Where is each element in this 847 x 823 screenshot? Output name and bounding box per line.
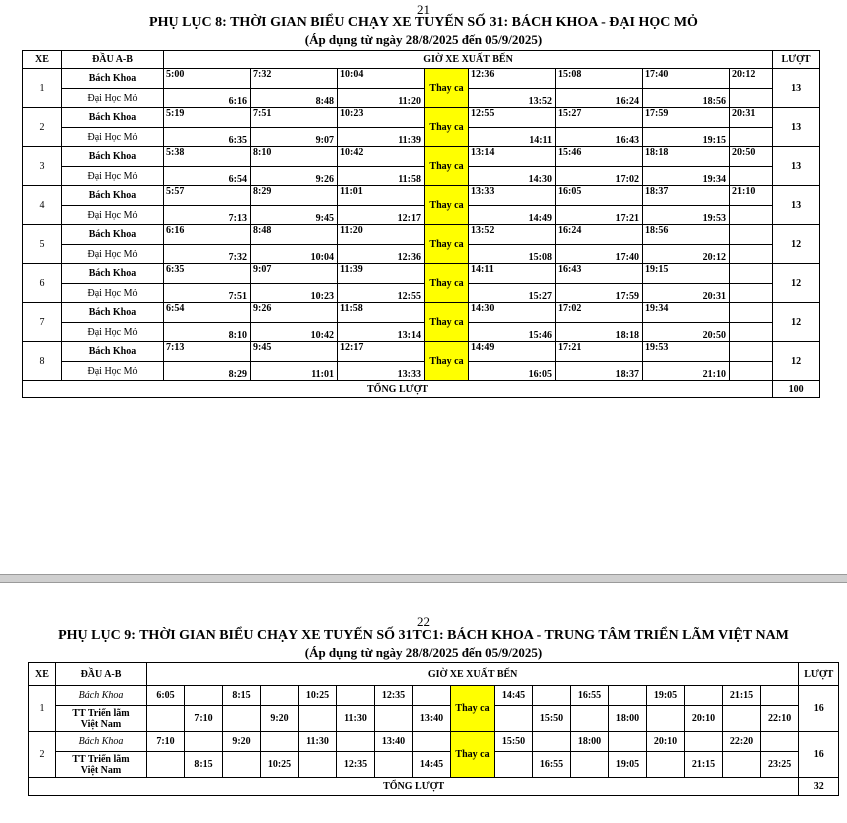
departure-time-b: 18:00: [609, 706, 647, 732]
table-row: [23, 89, 820, 108]
departure-time-a: 9:26: [251, 303, 338, 323]
departure-time-b: 14:11: [469, 128, 556, 147]
station-b: [56, 752, 147, 778]
table-row: [23, 167, 820, 186]
departure-time-b: 11:01: [251, 362, 338, 381]
empty-cell: [609, 686, 647, 706]
departure-time-b: 9:45: [251, 206, 338, 225]
departure-time-b: 17:21: [556, 206, 643, 225]
departure-time-a: 8:48: [251, 225, 338, 245]
table-row: [23, 264, 820, 284]
empty-cell: [533, 686, 571, 706]
departure-time-a: 22:20: [723, 732, 761, 752]
header-ends: ĐẦU A-B: [62, 51, 164, 69]
departure-time-a: 13:52: [469, 225, 556, 245]
empty-cell: [337, 732, 375, 752]
departure-time-a: 12:17: [338, 342, 425, 362]
total-row: [23, 381, 820, 398]
bus-number: 1: [23, 69, 62, 108]
total-label: TỔNG LƯỢT: [23, 381, 773, 398]
departure-time-b: 16:05: [469, 362, 556, 381]
departure-time-a: 17:59: [643, 108, 730, 128]
departure-time-a: 7:13: [164, 342, 251, 362]
empty-cell: [730, 323, 773, 342]
shift-change-cell: Thay ca: [425, 264, 469, 303]
departure-time-b: 6:35: [164, 128, 251, 147]
departure-time-b: 6:16: [164, 89, 251, 108]
empty-cell: [375, 706, 413, 732]
bus-number: 2: [23, 108, 62, 147]
departure-time-a: 16:43: [556, 264, 643, 284]
departure-time-a: 13:33: [469, 186, 556, 206]
schedule-table-route-31tc1: [28, 662, 839, 796]
station-a: Bách Khoa: [62, 69, 164, 89]
departure-time-a: 9:07: [251, 264, 338, 284]
empty-cell: [223, 706, 261, 732]
trip-count: 16: [799, 686, 839, 732]
departure-time-a: 5:00: [164, 69, 251, 89]
departure-time-b: 19:53: [643, 206, 730, 225]
departure-time-b: 9:07: [251, 128, 338, 147]
departure-time-a: 10:25: [299, 686, 337, 706]
departure-time-a: 19:53: [643, 342, 730, 362]
table-row: [29, 752, 839, 778]
header-xe: XE: [29, 663, 56, 686]
departure-time-a: 6:05: [147, 686, 185, 706]
empty-cell: [730, 362, 773, 381]
trip-count: 13: [773, 108, 820, 147]
departure-time-b: 15:27: [469, 284, 556, 303]
empty-cell: [299, 752, 337, 778]
departure-time-b: 22:10: [761, 706, 799, 732]
table-row: [23, 128, 820, 147]
departure-time-extra: 20:12: [730, 69, 773, 89]
departure-time-b: 17:02: [556, 167, 643, 186]
table-row: [29, 706, 839, 732]
departure-time-a: 15:08: [556, 69, 643, 89]
departure-time-extra: [730, 303, 773, 323]
departure-time-b: 13:40: [413, 706, 451, 732]
empty-cell: [761, 686, 799, 706]
empty-cell: [730, 206, 773, 225]
table-row: [29, 686, 839, 706]
bus-number: 6: [23, 264, 62, 303]
trip-count: 12: [773, 303, 820, 342]
empty-cell: [647, 706, 685, 732]
departure-time-a: 9:45: [251, 342, 338, 362]
station-b-line1: TT Triển lãm: [72, 707, 130, 719]
departure-time-b: 12:36: [338, 245, 425, 264]
empty-cell: [413, 686, 451, 706]
trip-count: 13: [773, 69, 820, 108]
departure-time-b: 21:10: [643, 362, 730, 381]
departure-time-a: 8:29: [251, 186, 338, 206]
departure-time-b: 23:25: [761, 752, 799, 778]
departure-time-extra: [730, 225, 773, 245]
departure-time-b: 14:30: [469, 167, 556, 186]
departure-time-a: 15:50: [495, 732, 533, 752]
departure-time-a: 11:01: [338, 186, 425, 206]
station-b: Đại Học Mỏ: [62, 128, 164, 147]
empty-cell: [185, 686, 223, 706]
header-row: [29, 663, 839, 686]
departure-time-b: 10:25: [261, 752, 299, 778]
page-title: PHỤ LỤC 8: THỜI GIAN BIỂU CHẠY XE TUYẾN SỐ 31: BÁCH KHOA - ĐẠI HỌC MỎ: [149, 15, 698, 30]
empty-cell: [730, 245, 773, 264]
empty-cell: [495, 706, 533, 732]
departure-time-b: 8:29: [164, 362, 251, 381]
empty-cell: [730, 89, 773, 108]
total-value: 100: [773, 381, 820, 398]
departure-time-a: 10:23: [338, 108, 425, 128]
departure-time-b: 17:59: [556, 284, 643, 303]
departure-time-b: 17:40: [556, 245, 643, 264]
empty-cell: [495, 752, 533, 778]
shift-change-cell: Thay ca: [425, 303, 469, 342]
table-row: [23, 108, 820, 128]
table-row: [23, 245, 820, 264]
page-separator: [0, 574, 847, 583]
empty-cell: [261, 732, 299, 752]
departure-time-b: 18:37: [556, 362, 643, 381]
header-departure-times: GIỜ XE XUẤT BẾN: [164, 51, 773, 69]
departure-time-a: 7:10: [147, 732, 185, 752]
departure-time-a: 12:36: [469, 69, 556, 89]
departure-time-a: 10:04: [338, 69, 425, 89]
departure-time-b: 8:15: [185, 752, 223, 778]
departure-time-a: 15:46: [556, 147, 643, 167]
empty-cell: [223, 752, 261, 778]
departure-time-a: 14:45: [495, 686, 533, 706]
departure-time-b: 14:49: [469, 206, 556, 225]
departure-time-b: 15:08: [469, 245, 556, 264]
shift-change-cell: Thay ca: [425, 108, 469, 147]
departure-time-a: 6:35: [164, 264, 251, 284]
empty-cell: [147, 706, 185, 732]
bus-number: 4: [23, 186, 62, 225]
departure-time-a: 5:19: [164, 108, 251, 128]
shift-change-cell: Thay ca: [425, 225, 469, 264]
empty-cell: [413, 732, 451, 752]
departure-time-a: 13:40: [375, 732, 413, 752]
departure-time-b: 8:48: [251, 89, 338, 108]
departure-time-b: 11:30: [337, 706, 375, 732]
station-a: Bách Khoa: [62, 108, 164, 128]
table-row: [23, 206, 820, 225]
page-number: 21: [417, 2, 430, 17]
station-a: Bách Khoa: [62, 264, 164, 284]
empty-cell: [571, 752, 609, 778]
departure-time-a: 12:55: [469, 108, 556, 128]
departure-time-a: 11:20: [338, 225, 425, 245]
table-row: [23, 186, 820, 206]
departure-time-a: 17:02: [556, 303, 643, 323]
departure-time-a: 18:00: [571, 732, 609, 752]
station-a: Bách Khoa: [62, 225, 164, 245]
departure-time-b: 18:56: [643, 89, 730, 108]
table-row: [23, 147, 820, 167]
departure-time-a: 16:55: [571, 686, 609, 706]
station-b-line2: Việt Nam: [80, 764, 122, 776]
departure-time-a: 14:49: [469, 342, 556, 362]
station-b-line1: TT Triển lãm: [72, 753, 130, 765]
departure-time-a: 16:24: [556, 225, 643, 245]
empty-cell: [730, 128, 773, 147]
departure-time-a: 5:38: [164, 147, 251, 167]
departure-time-extra: [730, 264, 773, 284]
empty-cell: [723, 752, 761, 778]
empty-cell: [685, 686, 723, 706]
station-a: Bách Khoa: [62, 303, 164, 323]
table-row: [23, 342, 820, 362]
departure-time-b: 16:43: [556, 128, 643, 147]
departure-time-a: 11:39: [338, 264, 425, 284]
header-luot: LƯỢT: [799, 663, 839, 686]
station-b: Đại Học Mỏ: [62, 284, 164, 303]
departure-time-b: 20:10: [685, 706, 723, 732]
trip-count: 12: [773, 264, 820, 303]
empty-cell: [261, 686, 299, 706]
departure-time-a: 9:20: [223, 732, 261, 752]
table-row: [23, 225, 820, 245]
departure-time-a: 19:05: [647, 686, 685, 706]
departure-time-b: 9:20: [261, 706, 299, 732]
empty-cell: [337, 686, 375, 706]
departure-time-a: 17:40: [643, 69, 730, 89]
bus-number: 2: [29, 732, 56, 778]
departure-time-extra: [730, 342, 773, 362]
station-a: Bách Khoa: [62, 342, 164, 362]
table-row: [23, 362, 820, 381]
departure-time-b: 20:31: [643, 284, 730, 303]
empty-cell: [571, 706, 609, 732]
departure-time-b: 7:51: [164, 284, 251, 303]
total-label: TỔNG LƯỢT: [29, 778, 799, 796]
bus-number: 8: [23, 342, 62, 381]
table-row: [23, 69, 820, 89]
table-row: [23, 303, 820, 323]
departure-time-a: 14:11: [469, 264, 556, 284]
bus-number: 1: [29, 686, 56, 732]
departure-time-a: 14:30: [469, 303, 556, 323]
trip-count: 16: [799, 732, 839, 778]
departure-time-extra: 20:31: [730, 108, 773, 128]
empty-cell: [147, 752, 185, 778]
departure-time-b: 15:50: [533, 706, 571, 732]
departure-time-a: 7:51: [251, 108, 338, 128]
station-b: [56, 706, 147, 732]
departure-time-b: 20:12: [643, 245, 730, 264]
departure-time-b: 21:15: [685, 752, 723, 778]
empty-cell: [761, 732, 799, 752]
trip-count: 12: [773, 225, 820, 264]
departure-time-a: 8:15: [223, 686, 261, 706]
departure-time-b: 10:04: [251, 245, 338, 264]
departure-time-b: 19:05: [609, 752, 647, 778]
departure-time-b: 12:55: [338, 284, 425, 303]
empty-cell: [723, 706, 761, 732]
departure-time-b: 12:35: [337, 752, 375, 778]
departure-time-b: 11:20: [338, 89, 425, 108]
departure-time-extra: 20:50: [730, 147, 773, 167]
departure-time-b: 7:13: [164, 206, 251, 225]
station-b: Đại Học Mỏ: [62, 167, 164, 186]
departure-time-b: 7:32: [164, 245, 251, 264]
empty-cell: [685, 732, 723, 752]
departure-time-b: 6:54: [164, 167, 251, 186]
shift-change-cell: Thay ca: [425, 147, 469, 186]
table-row: [29, 732, 839, 752]
empty-cell: [730, 284, 773, 303]
empty-cell: [299, 706, 337, 732]
departure-time-b: 20:50: [643, 323, 730, 342]
departure-time-a: 12:35: [375, 686, 413, 706]
station-a: Bách Khoa: [56, 732, 147, 752]
shift-change-cell: Thay ca: [425, 69, 469, 108]
header-departure-times: GIỜ XE XUẤT BẾN: [147, 663, 799, 686]
departure-time-a: 11:30: [299, 732, 337, 752]
trip-count: 13: [773, 186, 820, 225]
departure-time-a: 6:54: [164, 303, 251, 323]
departure-time-a: 18:37: [643, 186, 730, 206]
page-subtitle: (Áp dụng từ ngày 28/8/2025 đến 05/9/2025): [304, 32, 543, 47]
page-22: [0, 583, 847, 823]
departure-time-extra: 21:10: [730, 186, 773, 206]
empty-cell: [375, 752, 413, 778]
departure-time-b: 11:58: [338, 167, 425, 186]
station-b: Đại Học Mỏ: [62, 245, 164, 264]
departure-time-a: 15:27: [556, 108, 643, 128]
departure-time-b: 10:42: [251, 323, 338, 342]
trip-count: 12: [773, 342, 820, 381]
departure-time-a: 10:42: [338, 147, 425, 167]
station-b: Đại Học Mỏ: [62, 362, 164, 381]
departure-time-b: 9:26: [251, 167, 338, 186]
bus-number: 5: [23, 225, 62, 264]
departure-time-b: 19:34: [643, 167, 730, 186]
departure-time-b: 18:18: [556, 323, 643, 342]
page-title: PHỤ LỤC 9: THỜI GIAN BIỂU CHẠY XE TUYẾN SỐ 31TC1: BÁCH KHOA - TRUNG TÂM TRIỂN LÃM VIỆT NAM: [58, 628, 789, 643]
departure-time-b: 16:55: [533, 752, 571, 778]
table-row: [23, 284, 820, 303]
header-xe: XE: [23, 51, 62, 69]
departure-time-b: 13:33: [338, 362, 425, 381]
station-b-line2: Việt Nam: [80, 718, 122, 730]
table-row: [23, 323, 820, 342]
total-value: 32: [799, 778, 839, 796]
departure-time-a: 17:21: [556, 342, 643, 362]
empty-cell: [185, 732, 223, 752]
station-b: Đại Học Mỏ: [62, 323, 164, 342]
departure-time-a: 11:58: [338, 303, 425, 323]
departure-time-a: 6:16: [164, 225, 251, 245]
header-row: [23, 51, 820, 69]
empty-cell: [730, 167, 773, 186]
shift-change-cell: Thay ca: [425, 342, 469, 381]
departure-time-b: 11:39: [338, 128, 425, 147]
departure-time-b: 16:24: [556, 89, 643, 108]
departure-time-b: 7:10: [185, 706, 223, 732]
shift-change-cell: Thay ca: [451, 732, 495, 778]
trip-count: 13: [773, 147, 820, 186]
empty-cell: [533, 732, 571, 752]
bus-number: 3: [23, 147, 62, 186]
departure-time-b: 14:45: [413, 752, 451, 778]
header-luot: LƯỢT: [773, 51, 820, 69]
departure-time-a: 18:56: [643, 225, 730, 245]
schedule-table-route-31: [22, 50, 820, 398]
page-number: 22: [417, 614, 430, 629]
departure-time-b: 13:14: [338, 323, 425, 342]
departure-time-b: 12:17: [338, 206, 425, 225]
departure-time-a: 20:10: [647, 732, 685, 752]
departure-time-b: 19:15: [643, 128, 730, 147]
shift-change-cell: Thay ca: [425, 186, 469, 225]
header-ends: ĐẦU A-B: [56, 663, 147, 686]
station-b: Đại Học Mỏ: [62, 89, 164, 108]
departure-time-a: 19:34: [643, 303, 730, 323]
departure-time-a: 19:15: [643, 264, 730, 284]
departure-time-a: 8:10: [251, 147, 338, 167]
total-row: [29, 778, 839, 796]
departure-time-a: 13:14: [469, 147, 556, 167]
station-b: Đại Học Mỏ: [62, 206, 164, 225]
departure-time-a: 18:18: [643, 147, 730, 167]
departure-time-a: 16:05: [556, 186, 643, 206]
departure-time-b: 10:23: [251, 284, 338, 303]
departure-time-a: 7:32: [251, 69, 338, 89]
departure-time-a: 21:15: [723, 686, 761, 706]
departure-time-b: 15:46: [469, 323, 556, 342]
bus-number: 7: [23, 303, 62, 342]
station-a: Bách Khoa: [56, 686, 147, 706]
empty-cell: [609, 732, 647, 752]
shift-change-cell: Thay ca: [451, 686, 495, 732]
page-subtitle: (Áp dụng từ ngày 28/8/2025 đến 05/9/2025): [304, 645, 543, 660]
empty-cell: [647, 752, 685, 778]
departure-time-a: 5:57: [164, 186, 251, 206]
departure-time-b: 8:10: [164, 323, 251, 342]
station-a: Bách Khoa: [62, 147, 164, 167]
departure-time-b: 13:52: [469, 89, 556, 108]
station-a: Bách Khoa: [62, 186, 164, 206]
